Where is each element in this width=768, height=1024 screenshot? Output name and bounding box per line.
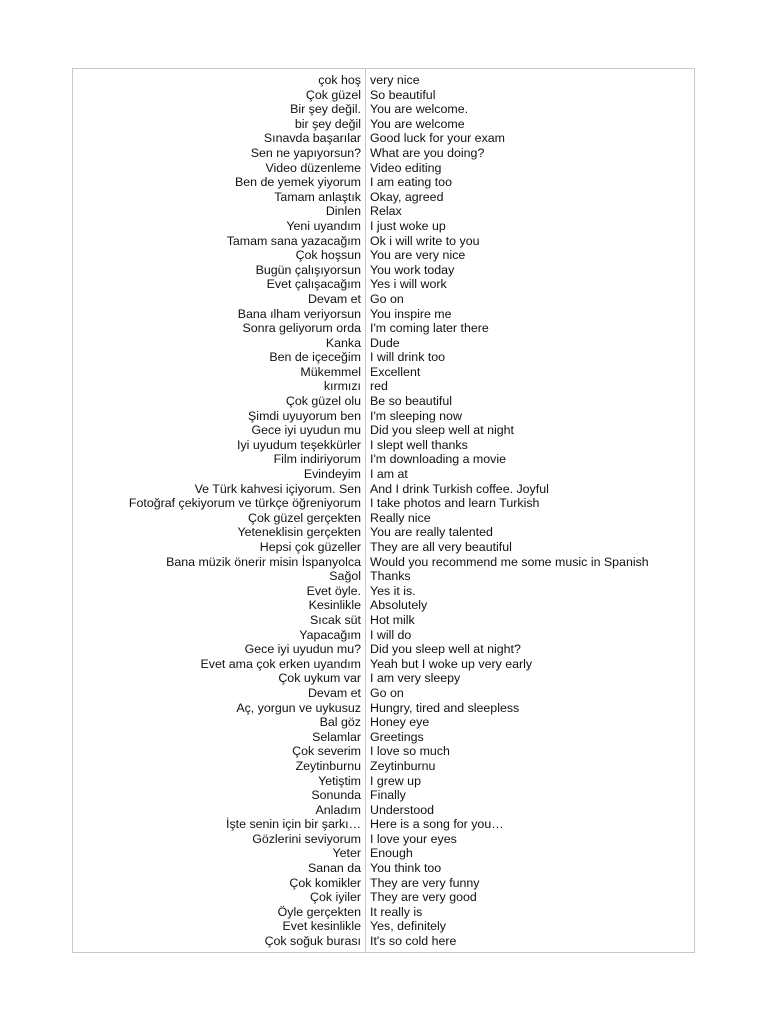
english-translation: Yes it is.: [370, 583, 416, 598]
turkish-phrase: Iyi uyudum teşekkürler: [237, 437, 361, 452]
english-translation: I slept well thanks: [370, 437, 468, 452]
table-row: [72, 584, 695, 599]
turkish-phrase: Bana ılham veriyorsun: [237, 306, 361, 321]
table-row: [72, 307, 695, 322]
turkish-phrase: Sen ne yapıyorsun?: [250, 145, 361, 160]
turkish-phrase: Film indiriyorum: [273, 452, 361, 467]
english-translation: They are very good: [370, 890, 477, 905]
english-translation: What are you doing?: [370, 145, 485, 160]
turkish-phrase: Kesinlikle: [308, 598, 361, 613]
turkish-phrase: Şimdi uyuyorum ben: [248, 408, 361, 423]
english-translation: I'm downloading a movie: [370, 452, 506, 467]
table-row: [72, 788, 695, 803]
table-row: [72, 569, 695, 584]
table-row: [72, 292, 695, 307]
english-translation: Okay, agreed: [370, 189, 444, 204]
english-translation: I'm coming later there: [370, 321, 489, 336]
table-row: [72, 409, 695, 424]
table-row: [72, 219, 695, 234]
turkish-phrase: Sanan da: [307, 861, 361, 876]
english-translation: I just woke up: [370, 218, 446, 233]
table-row: [72, 263, 695, 278]
turkish-phrase: Mükemmel: [300, 364, 361, 379]
table-row: [72, 744, 695, 759]
english-translation: Go on: [370, 291, 404, 306]
table-row: [72, 365, 695, 380]
turkish-phrase: Gece iyi uyudun mu?: [244, 642, 361, 657]
turkish-phrase: Fotoğraf çekiyorum ve türkçe öğreniyorum: [128, 496, 361, 511]
turkish-phrase: Evet kesinlikle: [282, 919, 361, 934]
turkish-phrase: Çok iyiler: [310, 890, 361, 905]
table-row: [72, 642, 695, 657]
turkish-phrase: Gözlerini seviyorum: [252, 831, 361, 846]
table-row: [72, 555, 695, 570]
table-row: [72, 175, 695, 190]
table-row: [72, 277, 695, 292]
english-translation: And I drink Turkish coffee. Joyful: [370, 481, 549, 496]
english-translation: Thanks: [370, 569, 411, 584]
turkish-phrase: Sonunda: [311, 788, 361, 803]
english-translation: Dude: [370, 335, 400, 350]
english-translation: Greetings: [370, 729, 424, 744]
turkish-phrase: Öyle gerçekten: [277, 904, 361, 919]
english-translation: Hungry, tired and sleepless: [370, 700, 520, 715]
english-translation: You are welcome: [370, 116, 465, 131]
table-row: [72, 452, 695, 467]
turkish-phrase: Bir şey değil.: [290, 102, 361, 117]
table-row: [72, 613, 695, 628]
turkish-phrase: Evet çalışacağım: [266, 277, 361, 292]
table-row: [72, 861, 695, 876]
table-row: [72, 525, 695, 540]
english-translation: Really nice: [370, 510, 431, 525]
english-translation: Would you recommend me some music in Spanish: [370, 554, 649, 569]
english-translation: You work today: [370, 262, 455, 277]
english-translation: Absolutely: [370, 598, 428, 613]
table-row: [72, 657, 695, 672]
turkish-phrase: Tamam anlaştık: [274, 189, 361, 204]
turkish-phrase: Evet ama çok erken uyandım: [200, 656, 361, 671]
turkish-phrase: Bana müzik önerir misin İspanyolca: [166, 554, 361, 569]
turkish-phrase: Dinlen: [325, 204, 361, 219]
turkish-phrase: Devam et: [307, 291, 361, 306]
table-row: [72, 803, 695, 818]
english-translation: Video editing: [370, 160, 442, 175]
table-row: [72, 321, 695, 336]
english-translation: I will do: [370, 627, 412, 642]
table-row: [72, 336, 695, 351]
turkish-phrase: kırmızı: [323, 379, 361, 394]
turkish-phrase: Bal göz: [319, 715, 361, 730]
english-translation: Did you sleep well at night?: [370, 642, 521, 657]
turkish-phrase: Çok soğuk burası: [264, 934, 361, 949]
english-translation: Here is a song for you…: [370, 817, 504, 832]
table-row: [72, 598, 695, 613]
table-row: [72, 248, 695, 263]
english-translation: I love so much: [370, 744, 450, 759]
table-row: [72, 730, 695, 745]
table-row: [72, 146, 695, 161]
table-row: [72, 73, 695, 88]
english-translation: Yes i will work: [370, 277, 447, 292]
english-translation: You think too: [370, 861, 442, 876]
turkish-phrase: Evindeyim: [303, 467, 361, 482]
english-translation: I love your eyes: [370, 831, 457, 846]
english-translation: Hot milk: [370, 612, 415, 627]
table-row: [72, 628, 695, 643]
english-translation: Did you sleep well at night: [370, 423, 514, 438]
turkish-phrase: Çok güzel: [305, 87, 361, 102]
turkish-phrase: Gece iyi uyudun mu: [251, 423, 361, 438]
english-translation: I take photos and learn Turkish: [370, 496, 540, 511]
phrase-rows: [72, 73, 695, 949]
table-row: [72, 350, 695, 365]
english-translation: It really is: [370, 904, 423, 919]
turkish-phrase: Ben de yemek yiyorum: [234, 175, 361, 190]
table-row: [72, 204, 695, 219]
english-translation: Relax: [370, 204, 402, 219]
turkish-phrase: İşte senin için bir şarkı…: [226, 817, 361, 832]
english-translation: Yeah but I woke up very early: [370, 656, 533, 671]
table-row: [72, 161, 695, 176]
english-translation: I am very sleepy: [370, 671, 461, 686]
turkish-phrase: bir şey değil: [294, 116, 361, 131]
english-translation: very nice: [370, 73, 420, 87]
turkish-phrase: Tamam sana yazacağım: [226, 233, 361, 248]
table-row: [72, 686, 695, 701]
turkish-phrase: Ben de içeceğim: [269, 350, 361, 365]
english-translation: Zeytinburnu: [370, 758, 436, 773]
turkish-phrase: Çok uykum var: [278, 671, 361, 686]
turkish-phrase: Yetiştim: [318, 773, 361, 788]
table-row: [72, 438, 695, 453]
table-row: [72, 759, 695, 774]
english-translation: So beautiful: [370, 87, 436, 102]
turkish-phrase: Çok komikler: [289, 875, 361, 890]
english-translation: Honey eye: [370, 715, 430, 730]
english-translation: Understood: [370, 802, 435, 817]
turkish-phrase: Çok hoşsun: [295, 248, 361, 263]
english-translation: red: [370, 379, 388, 394]
english-translation: Go on: [370, 685, 404, 700]
turkish-phrase: Kanka: [325, 335, 361, 350]
table-row: [72, 102, 695, 117]
english-translation: I am at: [370, 467, 408, 482]
table-row: [72, 540, 695, 555]
table-row: [72, 131, 695, 146]
turkish-phrase: Ve Türk kahvesi içiyorum. Sen: [194, 481, 361, 496]
turkish-phrase: çok hoş: [318, 73, 361, 87]
turkish-phrase: Yapacağım: [299, 627, 361, 642]
table-row: [72, 832, 695, 847]
table-row: [72, 919, 695, 934]
english-translation: You are very nice: [370, 248, 466, 263]
turkish-phrase: Çok severim: [292, 744, 361, 759]
table-row: [72, 934, 695, 949]
english-translation: Be so beautiful: [370, 394, 452, 409]
english-translation: It's so cold here: [370, 934, 457, 949]
english-translation: You are really talented: [370, 525, 493, 540]
table-row: [72, 190, 695, 205]
english-translation: They are very funny: [370, 875, 480, 890]
turkish-phrase: Çok güzel olu: [285, 394, 361, 409]
turkish-phrase: Çok güzel gerçekten: [248, 510, 361, 525]
table-row: [72, 890, 695, 905]
english-translation: I grew up: [370, 773, 421, 788]
turkish-phrase: Yeteneklisin gerçekten: [237, 525, 361, 540]
turkish-phrase: Video düzenleme: [265, 160, 361, 175]
english-translation: Enough: [370, 846, 413, 861]
turkish-phrase: Anladım: [315, 802, 361, 817]
turkish-phrase: Sağol: [329, 569, 361, 584]
english-translation: Ok i will write to you: [370, 233, 480, 248]
turkish-phrase: Yeni uyandım: [286, 218, 361, 233]
table-row: [72, 876, 695, 891]
turkish-phrase: Zeytinburnu: [295, 758, 361, 773]
english-translation: Good luck for your exam: [370, 131, 505, 146]
table-row: [72, 482, 695, 497]
turkish-phrase: Sıcak süt: [310, 612, 361, 627]
table-row: [72, 394, 695, 409]
turkish-phrase: Devam et: [307, 685, 361, 700]
english-translation: You are welcome.: [370, 102, 469, 117]
english-translation: Finally: [370, 788, 406, 803]
turkish-phrase: Sonra geliyorum orda: [242, 321, 361, 336]
table-row: [72, 817, 695, 832]
english-translation: Yes, definitely: [370, 919, 447, 934]
table-row: [72, 905, 695, 920]
turkish-phrase: Selamlar: [312, 729, 361, 744]
table-row: [72, 234, 695, 249]
turkish-phrase: Sınavda başarılar: [263, 131, 361, 146]
english-translation: They are all very beautiful: [370, 540, 512, 554]
table-row: [72, 671, 695, 686]
table-row: [72, 715, 695, 730]
table-row: [72, 117, 695, 132]
english-translation: I am eating too: [370, 175, 452, 190]
english-translation: I'm sleeping now: [370, 408, 462, 423]
table-row: [72, 467, 695, 482]
table-row: [72, 379, 695, 394]
turkish-phrase: Evet öyle.: [306, 583, 361, 598]
table-row: [72, 88, 695, 103]
turkish-phrase: Yeter: [332, 846, 361, 861]
table-row: [72, 423, 695, 438]
english-translation: You inspire me: [370, 306, 452, 321]
table-row: [72, 774, 695, 789]
table-row: [72, 496, 695, 511]
table-row: [72, 701, 695, 716]
table-row: [72, 511, 695, 526]
table-row: [72, 846, 695, 861]
turkish-phrase: Aç, yorgun ve uykusuz: [236, 700, 361, 715]
turkish-phrase: Bugün çalışıyorsun: [255, 262, 361, 277]
english-translation: I will drink too: [370, 350, 446, 365]
english-translation: Excellent: [370, 364, 421, 379]
turkish-phrase: Hepsi çok güzeller: [259, 540, 361, 554]
